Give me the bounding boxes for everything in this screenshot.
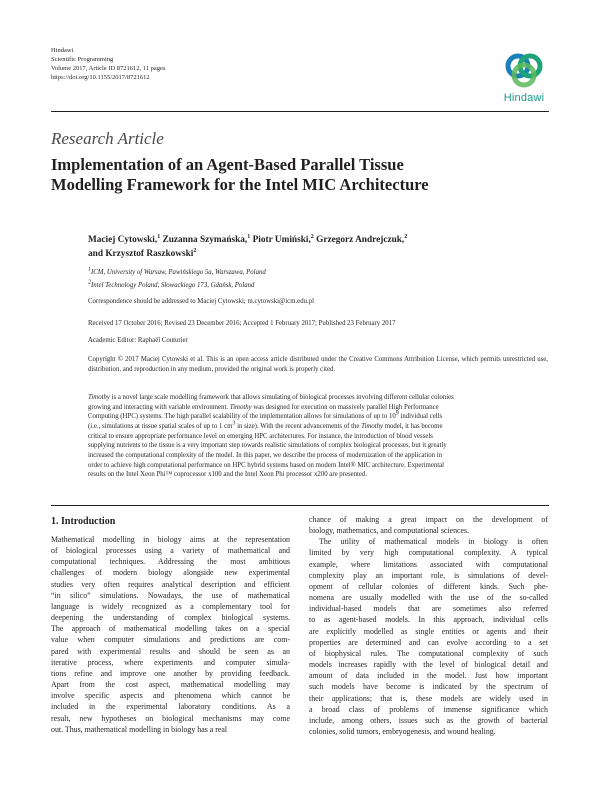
- body-text-line: properties are determined and can evolve according to a set: [309, 637, 548, 647]
- affiliation-sup: 2: [88, 279, 91, 286]
- volume-line: Volume 2017, Article ID 8721612, 11 pages: [51, 65, 166, 72]
- publication-dates: Received 17 October 2016; Revised 23 December 2016; Accepted 1 February 2017; Published 23 February 2017: [88, 320, 396, 327]
- body-text-line: Apart from the cost aspect, mathematical modelling may: [51, 680, 290, 690]
- abstract-line: supplying nutrients to the tissue is a very important step towards realistic simulations of complex biological processes, but it greatly: [88, 442, 447, 450]
- title-line-2: Modelling Framework for the Intel MIC Architecture: [51, 175, 429, 194]
- author-name[interactable]: and Krzysztof Raszkowski: [88, 249, 194, 259]
- header-divider: [51, 111, 549, 112]
- body-text-line: of biological processes using a variety of mathematical and: [51, 546, 290, 556]
- abstract-line: Timothy is a novel large scale modelling framework that allows simulating of biological processes involving different cellular colonies: [88, 394, 454, 401]
- body-column-right: [309, 514, 548, 737]
- body-text-line: pared with experimental results and should be seen as an: [51, 646, 290, 656]
- body-text-line: “in silico” simulations. Nowadays, the use of mathematical: [51, 590, 290, 600]
- paper-title: [51, 155, 521, 195]
- author-name[interactable]: Grzegorz Andrejczuk,: [313, 235, 405, 245]
- affiliation-2: [88, 281, 254, 291]
- abstract: [88, 393, 548, 480]
- logo-text: Hindawi: [503, 92, 545, 104]
- journal-name: Scientific Programming: [51, 56, 114, 63]
- body-text-line: such models have become is indicated by the spectrum of: [309, 682, 548, 692]
- publisher-name: Hindawi: [51, 47, 74, 54]
- body-text-line: iterative process, where experiments and computer simula-: [51, 657, 290, 667]
- abstract-line: results on the Intel Xeon Phi™ coprocessor x100 and the Intel Xeon Phi processor x200 are presented.: [88, 471, 368, 479]
- doi-link[interactable]: https://doi.org/10.1155/2017/8721612: [51, 74, 150, 81]
- body-text-line: included in the experimental laboratory conditions. As a: [51, 702, 290, 712]
- authors-line-1: [88, 233, 528, 247]
- author-affiliation-sup: 1: [157, 233, 161, 240]
- body-text-line: challenges of modern biology alongside new experimental: [51, 568, 290, 578]
- article-type: Research Article: [51, 129, 164, 148]
- body-text-line: Mathematical modelling in biology aims at the representation: [51, 535, 290, 544]
- body-column-left: [51, 534, 290, 735]
- body-text-line: include, among others, issues such as the growth of bacterial: [309, 715, 548, 725]
- abstract-line: (i.e., simulations at tissue spatial scales of up to 1 $cm^3$ in size). With the recent advancements of the Timothy model, it has become: [88, 420, 443, 430]
- body-text-line: a broad class of problems of immense significance which: [309, 704, 548, 714]
- authors-line-2: [88, 247, 528, 261]
- author-affiliation-sup: 2: [310, 233, 314, 240]
- body-text-line: The utility of mathematical models in biology is often: [319, 537, 548, 547]
- body-text-line: to as agent-based models. In this approach, individual cells: [309, 615, 548, 625]
- body-text-line: studies very often requires analytical description and efficient: [51, 579, 290, 589]
- author-name[interactable]: Maciej Cytowski,: [88, 235, 158, 245]
- abstract-line: order to achieve high computational performance on HPC hybrid systems based on modern Intel® MIC architecture. Experimental: [88, 461, 445, 469]
- body-text-line: of biophysical rules. The computational complexity of such: [309, 648, 548, 658]
- body-text-line: their applications; that is, these models are widely used in: [309, 693, 548, 703]
- abstract-line: growing and interacting with variable environment. Timothy was designed for execution on massively parallel High Performance: [88, 403, 439, 411]
- body-text-line: result, new hypotheses on biological mechanisms may come: [51, 713, 290, 723]
- body-text-line: models increases rapidly with the level of biological detail and: [309, 660, 548, 670]
- body-text-line: out. Thus, mathematical modelling in biology has a real: [51, 724, 228, 734]
- body-text-line: deepening the understanding of complex biological systems.: [51, 613, 290, 623]
- body-text-line: computational techniques. Addressing the most ambitious: [51, 557, 290, 567]
- abstract-line: increased the computational complexity of the model. In this paper, we describe the process of modernization of the application in: [88, 451, 442, 459]
- author-affiliation-sup: 1: [247, 233, 251, 240]
- journal-header: [51, 46, 165, 82]
- abstract-line: critical to ensure appropriate performance level on emerging HPC architectures. For instance, the introduction of blood vessels: [88, 432, 433, 440]
- abstract-divider: [51, 505, 549, 506]
- hindawi-logo-icon: [498, 50, 550, 92]
- body-text-line: involve specific aspects and phenomena which cannot be: [51, 691, 290, 701]
- body-text-line: nomena are usually modelled with the use of the so-called: [309, 593, 548, 603]
- correspondence: Correspondence should be addressed to Maciej Cytowski; m.cytowski@icm.edu.pl: [88, 298, 314, 305]
- body-text-line: example, where limitations associated with computational: [309, 559, 548, 569]
- author-affiliation-sup: 2: [193, 247, 197, 254]
- body-text-line: The approach of mathematical modelling takes on a special: [51, 624, 290, 634]
- academic-editor: Academic Editor: Raphaël Couturier: [88, 337, 188, 344]
- affiliation-text: Intel Technology Poland, Słowackiego 173, Gdańsk, Poland: [91, 282, 255, 289]
- section-heading-introduction: 1. Introduction: [51, 516, 116, 527]
- affiliation-sup: 1: [88, 266, 91, 273]
- affiliation-1: [88, 268, 266, 278]
- body-text-line: language is widely recognized as a complementary tool for: [51, 601, 290, 611]
- title-line-1: Implementation of an Agent-Based Parallel Tissue: [51, 155, 404, 174]
- body-text-line: tions refine and improve one another by providing feedback.: [51, 668, 290, 678]
- body-text-line: are explicitly modelled as single entities or agents and their: [309, 626, 548, 636]
- copyright-notice: Copyright © 2017 Maciej Cytowski et al. This is an open access article distributed under the Creative Commons Attribution License, which permits unrestricted use, distribution, and reproduction in any medium, provided the original work is properly cited.: [88, 356, 548, 373]
- body-text-line: colonies, solid tumors, embryogenesis, and wound healing.: [309, 726, 496, 736]
- body-text-line: individual-based models that are sometimes also referred: [309, 604, 548, 614]
- body-text-line: chance of making a great impact on the development of: [309, 515, 548, 524]
- affiliation-text: ICM, University of Warsaw, Pawińskiego 5a, Warszawa, Poland: [91, 269, 266, 276]
- author-name[interactable]: Zuzanna Szymańska,: [160, 235, 248, 245]
- body-text-line: amount of data included in the model. Just how important: [309, 671, 548, 681]
- body-text-line: limited by very high computational complexity. A typical: [309, 548, 548, 558]
- body-text-line: value when computer simulations and predictions are com-: [51, 635, 290, 645]
- hindawi-logo: [498, 50, 550, 108]
- author-affiliation-sup: 2: [404, 233, 408, 240]
- author-name[interactable]: Piotr Umiński,: [250, 235, 311, 245]
- body-text-line: opment of cellular colonies of different kinds. Such phe-: [309, 581, 548, 591]
- author-list: [88, 233, 528, 261]
- body-text-line: biology, mathematics, and computational sciences.: [309, 526, 470, 536]
- body-text-line: complexity play an important role, is simulations of devel-: [309, 570, 548, 580]
- abstract-line: Computing (HPC) systems. The high parallel scalability of the implementation allows for simulations of up to $10^9$ individual cells: [88, 411, 443, 421]
